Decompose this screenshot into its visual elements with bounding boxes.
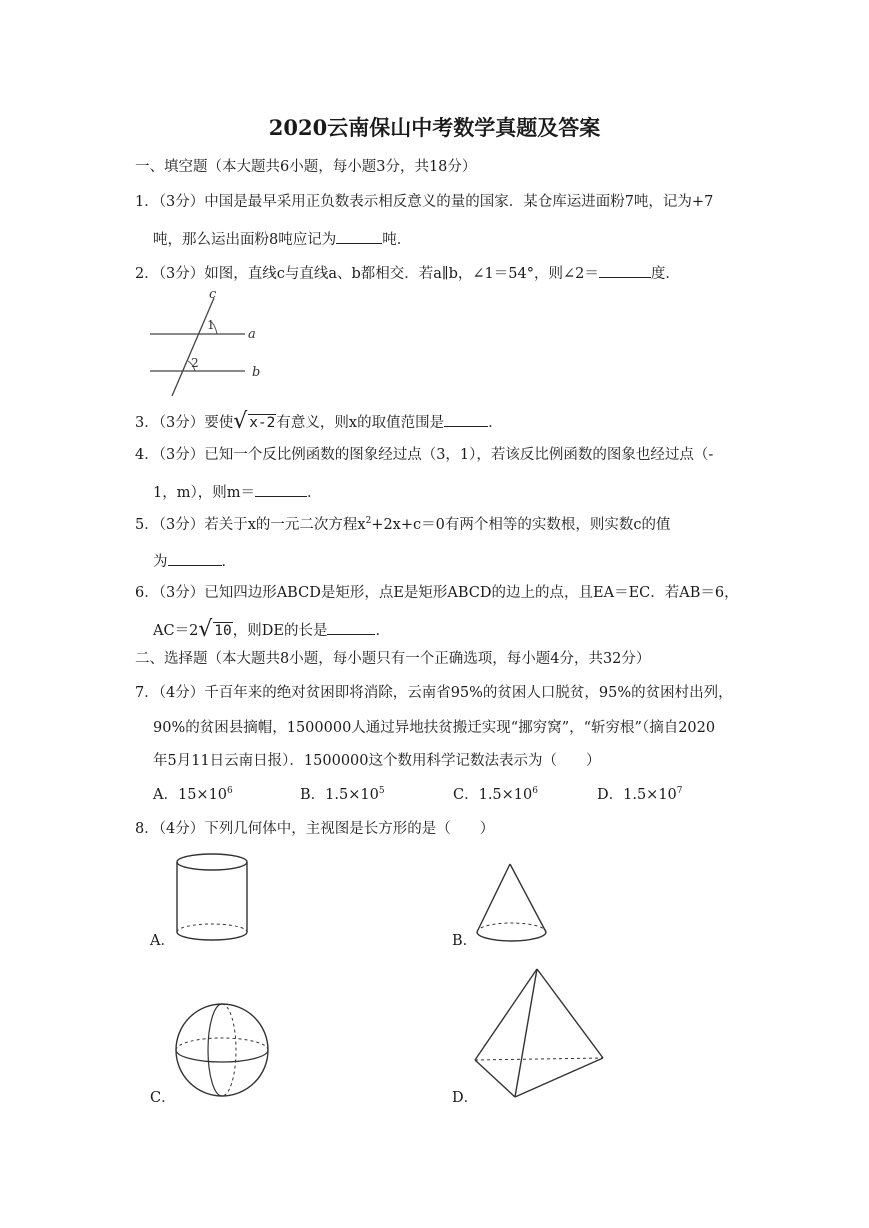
question-4-end: ．	[306, 485, 322, 501]
question-7-line-3: 年5月11日云南日报）．1500000这个数用科学记数法表示为（ ）	[153, 753, 601, 769]
label-angle-1: 1	[207, 318, 215, 332]
question-7-line-1: 7．（4分）千百年来的绝对贫困即将消除，云南省95%的贫困人口脱贫，95%的贫困村出列，	[135, 685, 733, 701]
question-1-line-1: 1．（3分）中国是最早采用正负数表示相反意义的量的国家．某仓库运进面粉7吨，记为+7	[135, 194, 714, 210]
pyramid-figure	[470, 965, 610, 1103]
option-b-label[interactable]: B．	[452, 933, 478, 949]
square-root-expression	[233, 409, 276, 434]
option-a-label[interactable]: A．	[150, 933, 175, 949]
parallel-lines-figure	[145, 284, 275, 398]
label-c: c	[209, 287, 217, 302]
option-c[interactable]	[453, 786, 538, 806]
square-root-expression	[198, 617, 232, 642]
exponent: 2	[365, 516, 372, 526]
answer-blank	[336, 228, 382, 244]
answer-blank	[327, 619, 375, 635]
label-angle-2: 2	[191, 356, 199, 370]
option-d-text: D．1.5×10	[597, 787, 677, 803]
question-3-text: 3．（3分）要使	[135, 415, 234, 431]
option-b-exponent: 5	[378, 786, 385, 796]
page-title: 2020云南保山中考数学真题及答案	[268, 115, 601, 140]
question-1-line-2	[153, 228, 411, 249]
option-a[interactable]	[153, 786, 233, 806]
question-6-line-2	[153, 619, 390, 640]
question-2-line	[135, 262, 680, 283]
question-4-line-1: 4．（3分）已知一个反比例函数的图象经过点（3，1），若该反比例函数的图象也经过点（-	[135, 447, 714, 463]
label-b: b	[252, 365, 261, 380]
question-5-line-1	[135, 516, 670, 536]
cylinder-figure	[172, 852, 252, 944]
question-3-end: ．	[488, 415, 503, 431]
option-d[interactable]	[597, 786, 683, 806]
radicand: x-2	[249, 415, 276, 431]
question-2-unit: 度．	[650, 266, 680, 282]
sphere-figure	[172, 1000, 272, 1100]
question-6-text-2: ，则DE的长是	[232, 623, 328, 639]
option-b[interactable]	[300, 786, 385, 806]
option-d-exponent: 7	[676, 786, 683, 796]
question-5-text: 5．（3分）若关于x的一元二次方程x	[135, 517, 366, 533]
question-2-text: 2．（3分）如图，直线c与直线a、b都相交．若a∥b，∠1＝54°，则∠2＝	[135, 266, 599, 282]
option-a-text: A．15×10	[153, 787, 228, 803]
answer-blank	[599, 262, 651, 278]
answer-blank	[444, 411, 488, 427]
answer-blank	[168, 550, 222, 566]
radical-sign-icon: √	[233, 409, 248, 434]
question-3-line	[135, 411, 503, 432]
option-c-exponent: 6	[532, 786, 538, 796]
question-7-line-2: 90%的贫困县摘帽，1500000人通过异地扶贫搬迁实现“挪穷窝”，“斩穷根”（摘自2020	[153, 720, 716, 736]
question-5-text-3: 为	[153, 554, 168, 570]
question-5-end: ．	[221, 554, 236, 570]
radicand: 10	[214, 623, 232, 639]
question-1-unit: 吨．	[382, 232, 412, 248]
line-c	[172, 298, 214, 396]
section-heading-fill-in: 一、填空题（本大题共6小题，每小题3分，共18分）	[135, 159, 477, 175]
label-a: a	[248, 327, 256, 342]
question-4-line-2	[153, 481, 321, 502]
question-4-text: 1，m），则m＝	[153, 485, 255, 501]
option-c-label[interactable]: C．	[150, 1090, 176, 1106]
question-6-line-1: 6．（3分）已知四边形ABCD是矩形，点E是矩形ABCD的边上的点，且EA＝EC．若AB＝6，	[135, 585, 739, 601]
option-d-label[interactable]: D．	[452, 1090, 479, 1106]
cone-figure	[470, 860, 554, 950]
question-3-text-2: 有意义，则x的取值范围是	[276, 415, 445, 431]
question-5-text-2: +2x+c＝0有两个相等的实数根，则实数c的值	[371, 517, 671, 533]
option-a-exponent: 6	[227, 786, 233, 796]
question-6-end: ．	[375, 623, 390, 639]
question-6-text: AC＝2	[153, 623, 199, 639]
section-heading-multiple-choice: 二、选择题（本大题共8小题，每小题只有一个正确选项，每小题4分，共32分）	[135, 651, 651, 667]
question-1-text: 吨，那么运出面粉8吨应记为	[153, 232, 337, 248]
option-c-text: C．1.5×10	[453, 787, 533, 803]
question-8-stem: 8．（4分）下列几何体中，主视图是长方形的是（ ）	[135, 821, 495, 837]
question-5-line-2	[153, 550, 236, 571]
answer-blank	[255, 481, 307, 497]
option-b-text: B．1.5×10	[300, 787, 379, 803]
radical-sign-icon: √	[198, 617, 213, 642]
